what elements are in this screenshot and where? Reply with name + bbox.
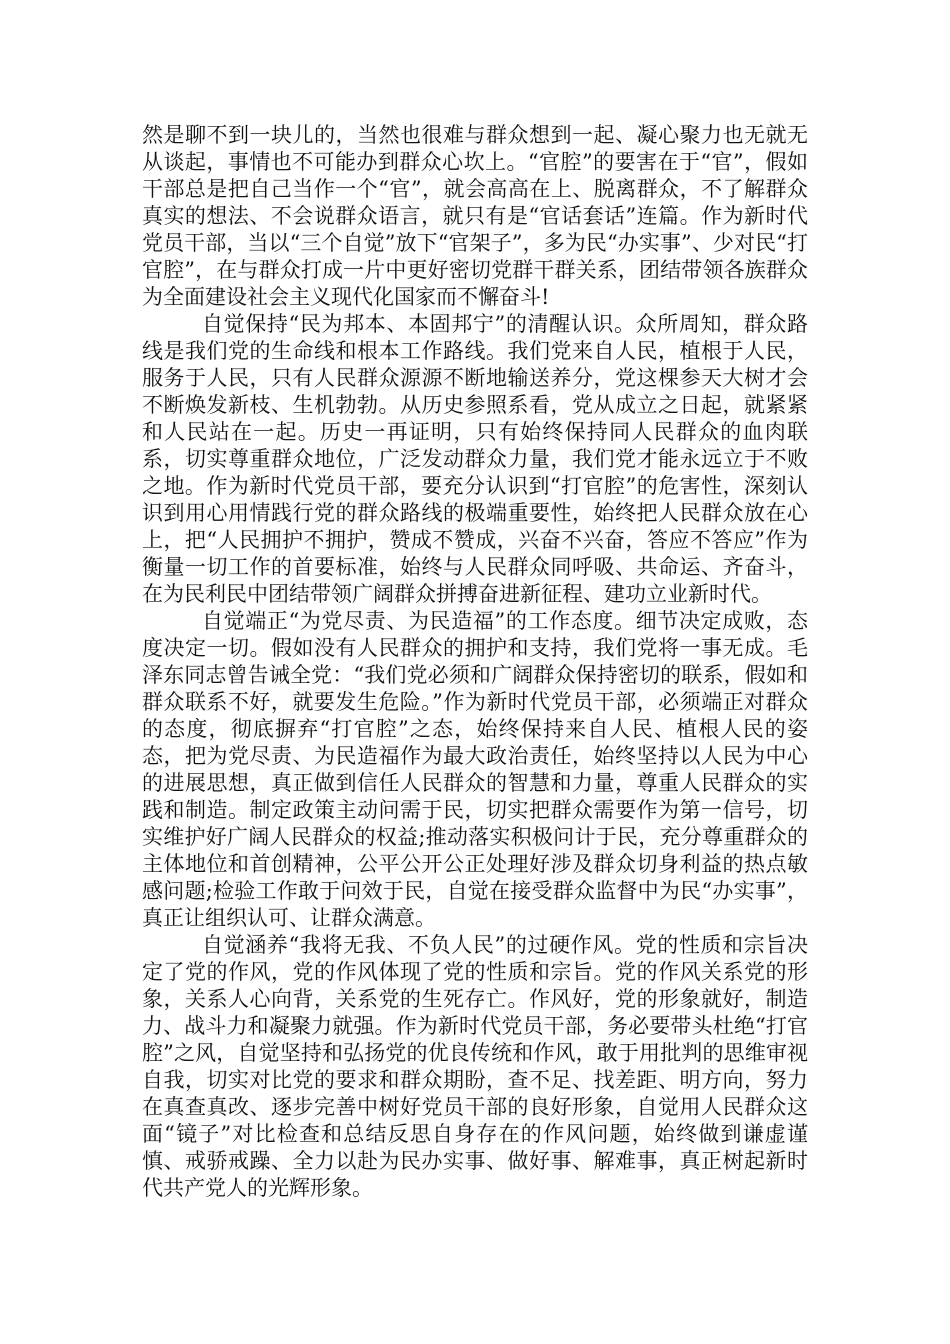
paragraph-2: 自觉保持“民为邦本、本固邦宁”的清醒认识。众所周知，群众路线是我们党的生命线和根本工作路线。我们党来自人民，植根于人民，服务于人民，只有人民群众源源不断地输送养分，党这棵参天大树才会不断焕发新枝、生机勃勃。从历史参照系看，党从成立之日起，就紧紧和人民站在一起。历史一再证明，只有始终保持同人民群众的血肉联系，切实尊重群众地位，广泛发动群众力量，我们党才能永远立于不败之地。作为新时代党员干部，要充分认识到“打官腔”的危害性，深刻认识到用心用情践行党的群众路线的极端重要性，始终把人民群众放在心上，把“人民拥护不拥护，赞成不赞成，兴奋不兴奋，答应不答应”作为衡量一切工作的首要标准，始终与人民群众同呼吸、共命运、齐奋斗，在为民利民中团结带领广阔群众拼搏奋进新征程、建功立业新时代。: [142, 312, 808, 606]
document-page: [142, 122, 808, 1202]
paragraph-3: 自觉端正“为党尽责、为民造福”的工作态度。细节决定成败，态度决定一切。假如没有人民群众的拥护和支持，我们党将一事无成。毛泽东同志曾告诫全党：“我们党必须和广阔群众保持密切的联系，假如和群众联系不好，就要发生危险。”作为新时代党员干部，必须端正对群众的态度，彻底摒弃“打官腔”之态，始终保持来自人民、植根人民的姿态，把为党尽责、为民造福作为最大政治责任，始终坚持以人民为中心的进展思想，真正做到信任人民群众的智慧和力量，尊重人民群众的实践和制造。制定政策主动问需于民，切实把群众需要作为第一信号，切实维护好广阔人民群众的权益;推动落实积极问计于民，充分尊重群众的主体地位和首创精神，公平公开公正处理好涉及群众切身利益的热点敏感问题;检验工作敢于问效于民，自觉在接受群众监督中为民“办实事”，真正让组织认可、让群众满意。: [142, 609, 808, 930]
paragraph-4: 自觉涵养“我将无我、不负人民”的过硬作风。党的性质和宗旨决定了党的作风，党的作风体现了党的性质和宗旨。党的作风关系党的形象，关系人心向背，关系党的生死存亡。作风好，党的形象就好，制造力、战斗力和凝聚力就强。作为新时代党员干部，务必要带头杜绝“打官腔”之风，自觉坚持和弘扬党的优良传统和作风，敢于用批判的思维审视自我，切实对比党的要求和群众期盼，查不足、找差距、明方向，努力在真查真改、逐步完善中树好党员干部的良好形象，自觉用人民群众这面“镜子”对比检查和总结反思自身存在的作风问题，始终做到谦虚谨慎、戒骄戒躁、全力以赴为民办实事、做好事、解难事，真正树起新时代共产党人的光辉形象。: [142, 933, 808, 1200]
paragraph-1: 然是聊不到一块儿的，当然也很难与群众想到一起、凝心聚力也无就无从谈起，事情也不可能办到群众心坎上。“官腔”的要害在于“官”，假如干部总是把自己当作一个“官”，就会高高在上、脱离群众，不了解群众真实的想法、不会说群众语言，就只有是“官话套话”连篇。作为新时代党员干部，当以“三个自觉”放下“官架子”，多为民“办实事”、少对民“打官腔”，在与群众打成一片中更好密切党群干群关系，团结带领各族群众为全面建设社会主义现代化国家而不懈奋斗!: [142, 123, 808, 309]
